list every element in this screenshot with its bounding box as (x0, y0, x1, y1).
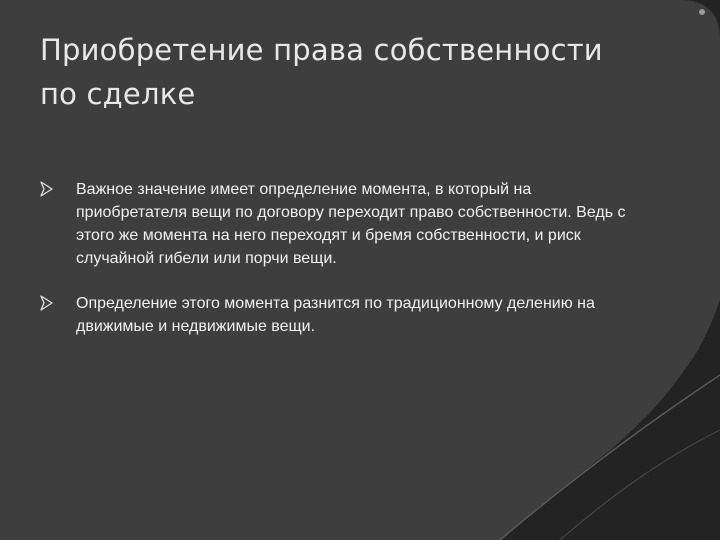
bullet-list (40, 178, 640, 360)
arrowhead-bullet-icon (40, 295, 54, 311)
slide-title (40, 28, 680, 116)
arrowhead-bullet-icon (40, 181, 54, 197)
bullet-text: Важное значение имеет определение момента, в который на приобретателя вещи по договору переходит право собственности. Ведь с этого же момента на него переходят и бремя собственности, и риск случайной гибели или порчи вещи. (76, 181, 626, 267)
bullet-item (40, 292, 640, 338)
slide-title-line-1: Приобретение права собственности (40, 33, 603, 67)
decorative-dot (699, 9, 705, 15)
bullet-item (40, 178, 640, 270)
bullet-text: Определение этого момента разнится по традиционному делению на движимые и недвижимые вещи. (76, 295, 595, 335)
slide-title-line-2: по сделке (40, 77, 196, 111)
